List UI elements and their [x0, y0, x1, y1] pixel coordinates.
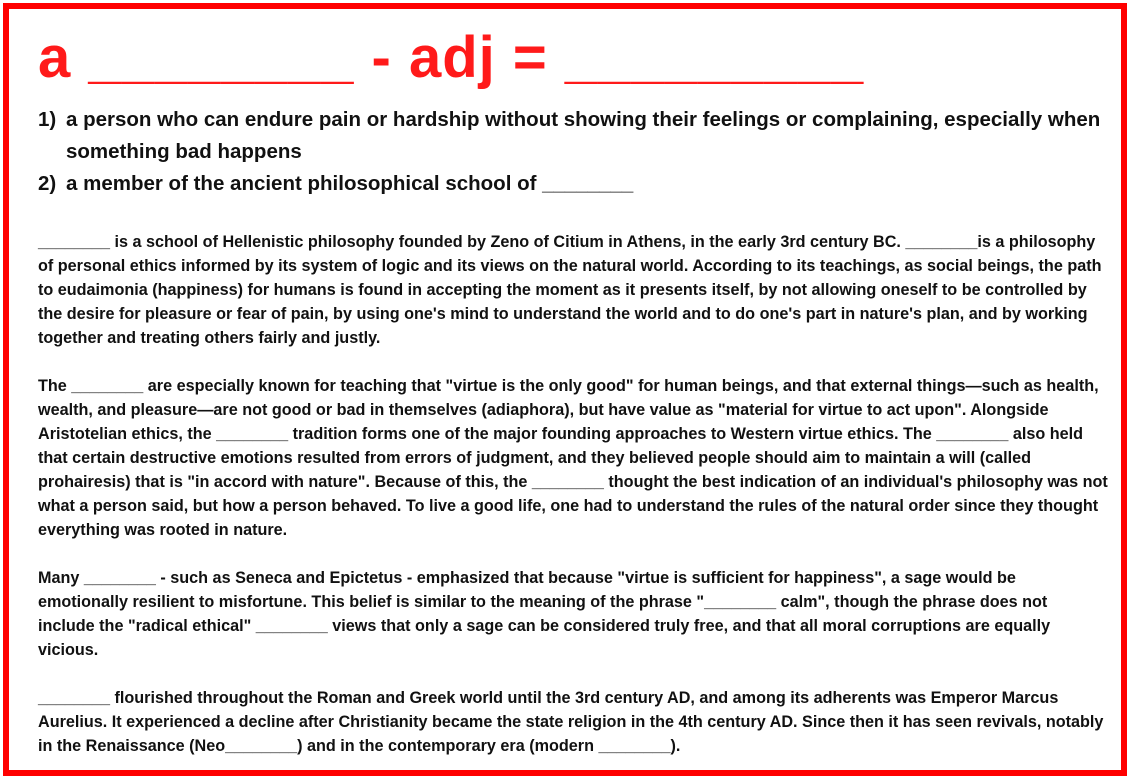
paragraph-1: ________ is a school of Hellenistic philosophy founded by Zeno of Citium in Athens, in the early 3rd century BC. ________is a philosophy of personal ethics informed by its system of logic and its views on the natural world. According to its teachings, as social beings, the path to eudaimonia (happiness) for humans is found in accepting the moment as it presents itself, by not allowing oneself to be controlled by the desire for pleasure or fear of pain, by using one's mind to understand the world and to do one's part in nature's plan, and by working together and treating others fairly and justly. — [38, 233, 1102, 347]
worksheet-title: a ________ - adj = _________ — [38, 25, 865, 90]
paragraph-2: The ________ are especially known for teaching that "virtue is the only good" for human beings, and that external things—such as health, wealth, and pleasure—are not good or bad in themselves (adiaphora), but have value as "material for virtue to act upon". Alongside Aristotelian ethics, the ________ tradition forms one of the major founding approaches to Western virtue ethics. The ________ also held that certain destructive emotions resulted from errors of judgment, and they believed people should aim to maintain a will (called prohairesis) that is "in accord with nature". Because of this, the ________ thought the best indication of an individual's philosophy was not what a person said, but how a person behaved. To live a good life, one had to understand the rules of the natural order since they thought everything was rooted in nature. — [38, 377, 1108, 539]
definition-number: 1) — [38, 108, 57, 131]
definition-number: 2) — [38, 172, 57, 195]
definitions-list — [38, 104, 1108, 200]
definition-item — [38, 168, 1108, 200]
paragraph-4: ________ flourished throughout the Roman and Greek world until the 3rd century AD, and among its adherents was Emperor Marcus Aurelius. It experienced a decline after Christianity became the state religion in the 4th century AD. Since then it has seen revivals, notably in the Renaissance (Neo________) and in the contemporary era (modern ________). — [38, 689, 1104, 755]
passage — [38, 230, 1108, 782]
definition-text: a member of the ancient philosophical school of ________ — [66, 172, 634, 195]
paragraph-3: Many ________ - such as Seneca and Epictetus - emphasized that because "virtue is sufficient for happiness", a sage would be emotionally resilient to misfortune. This belief is similar to the meaning of the phrase "________ calm", though the phrase does not include the "radical ethical" ________ views that only a sage can be considered truly free, and that all moral corruptions are equally vicious. — [38, 569, 1051, 659]
definition-item — [38, 104, 1108, 168]
definition-text: a person who can endure pain or hardship without showing their feelings or complaining, especially when something bad happens — [66, 108, 1101, 163]
